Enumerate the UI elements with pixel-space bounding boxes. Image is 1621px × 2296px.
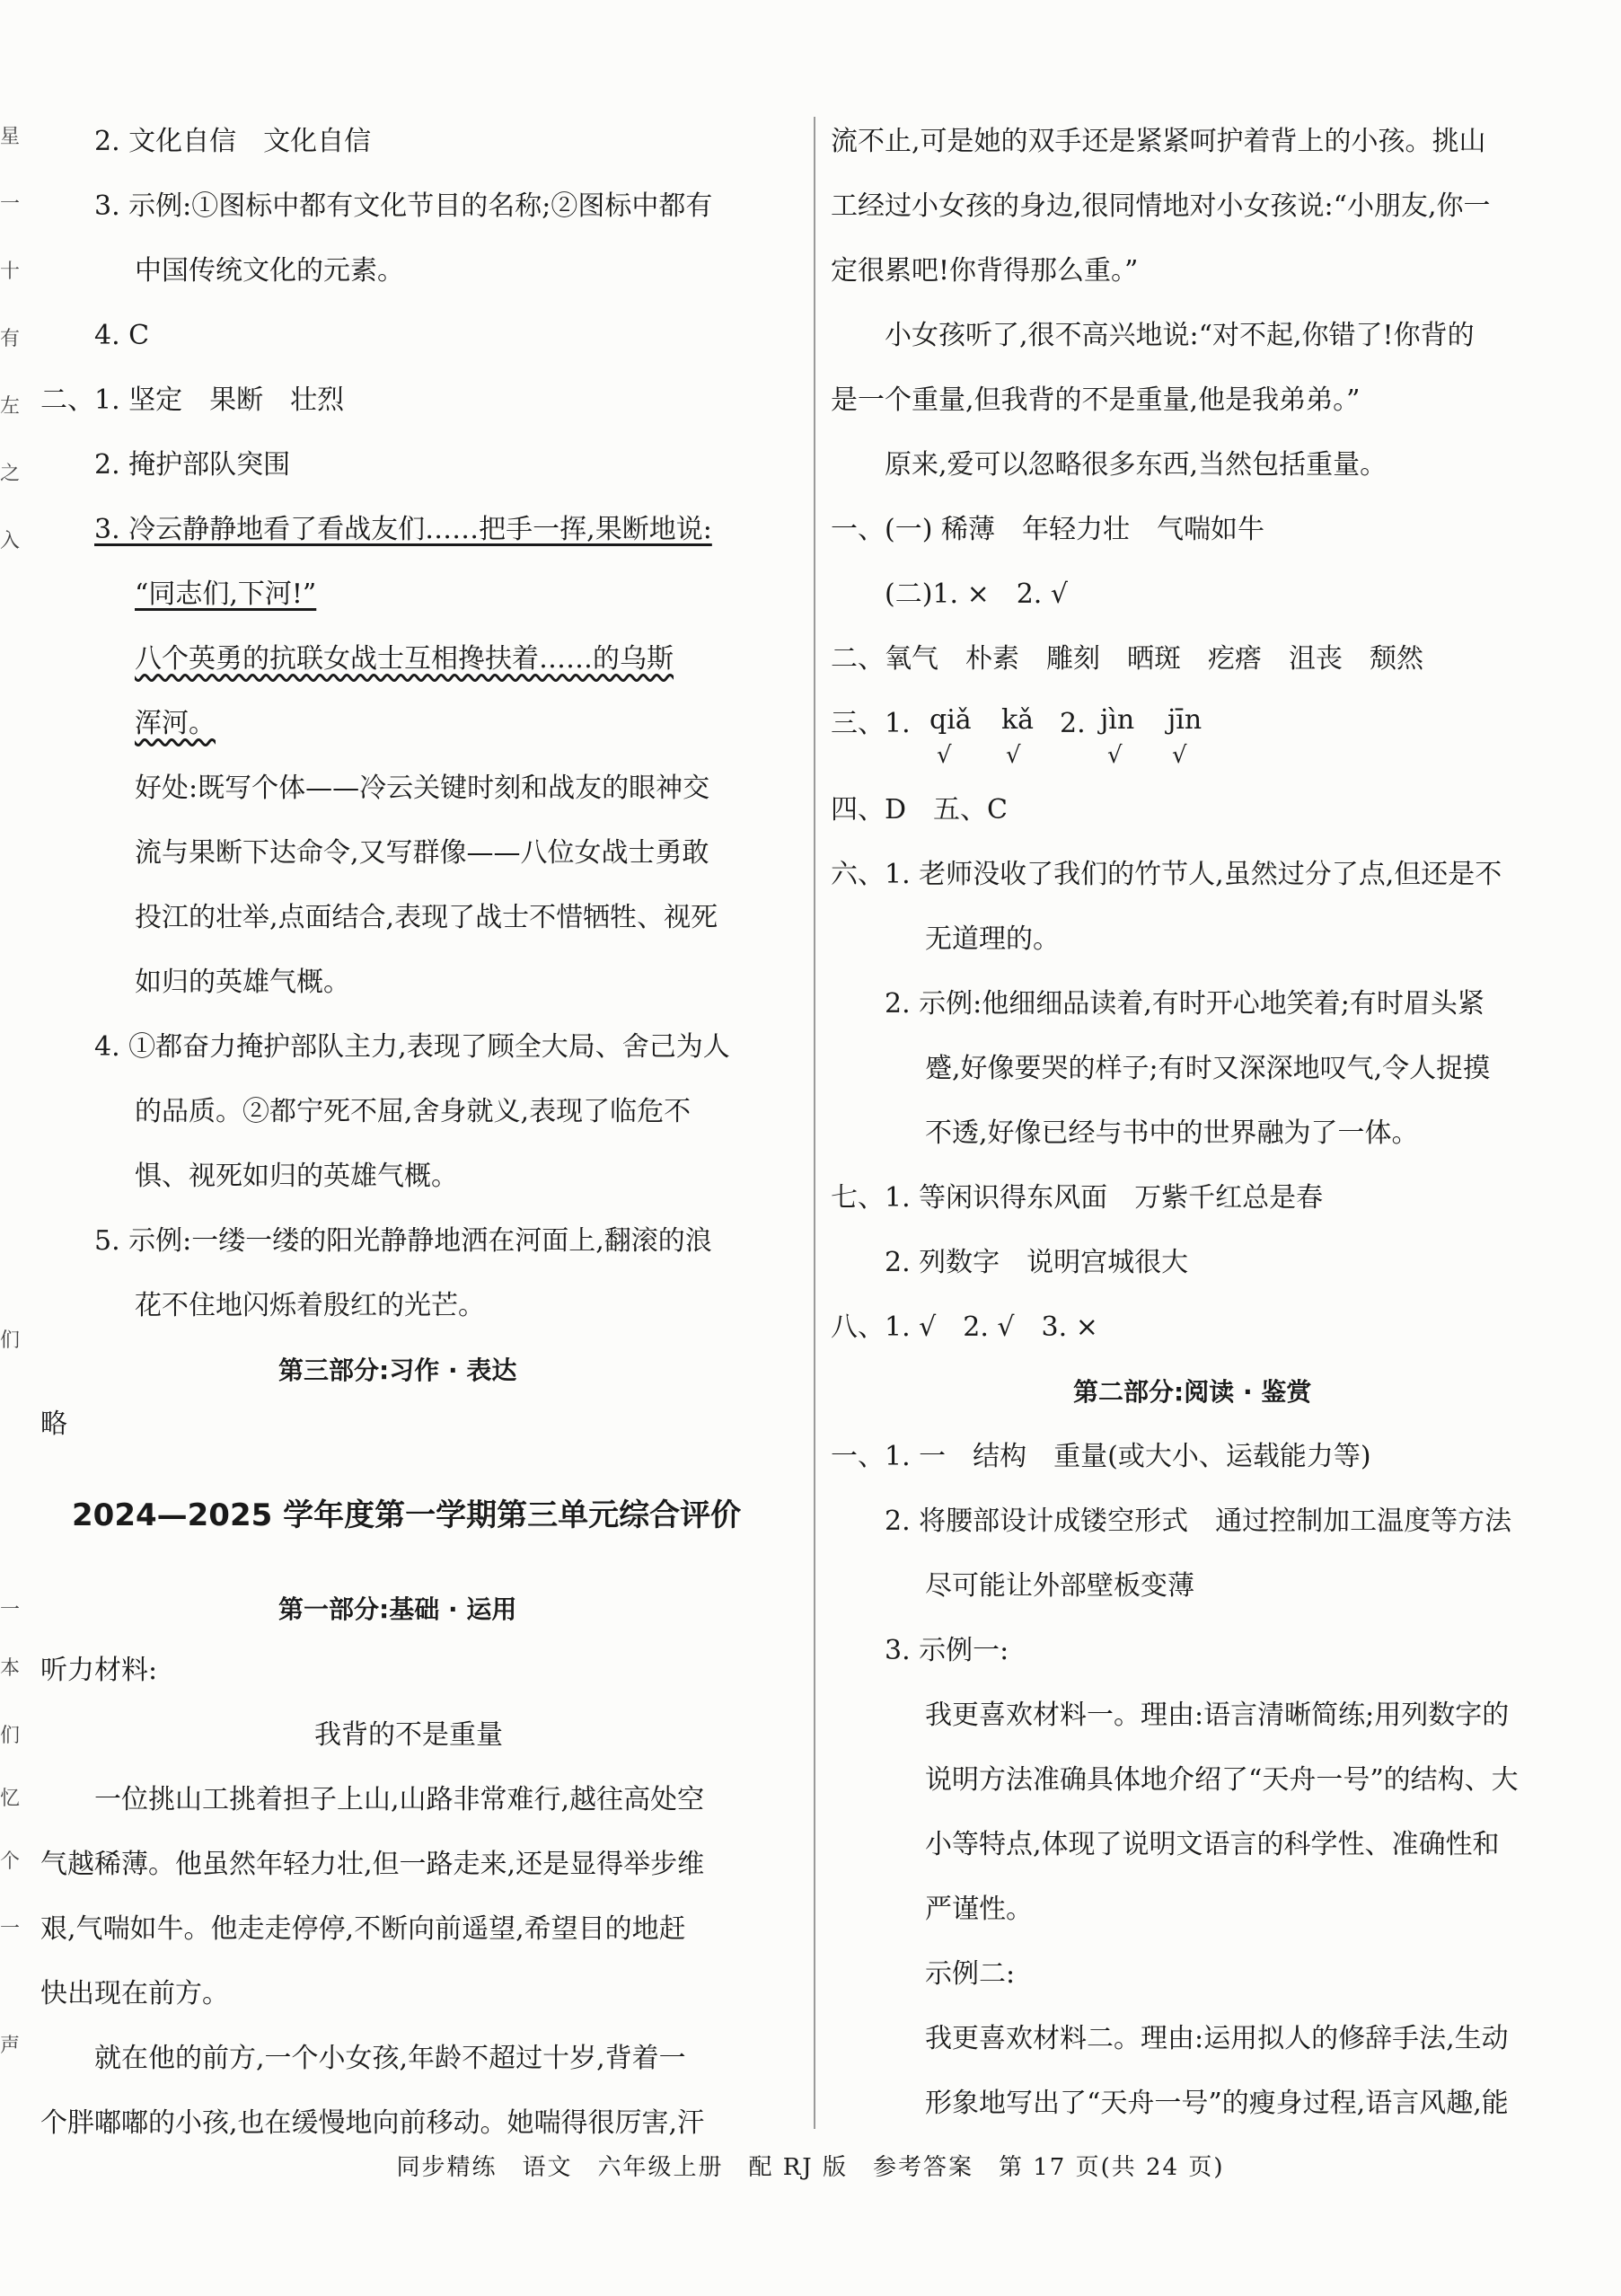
answer-line: 一、1. 一 结构 重量(或大小、运载能力等)	[831, 1441, 1371, 1472]
answer-line: 略	[40, 1409, 67, 1440]
answer-line: 二、1. 坚定 果断 壮烈	[40, 384, 345, 416]
story-title: 我背的不是重量	[314, 1719, 503, 1751]
answer-line: 四、D 五、C	[831, 794, 1009, 826]
check-mark: √	[1172, 742, 1187, 769]
story-line: 小女孩听了,很不高兴地说:“对不起,你错了!你背的	[885, 320, 1475, 351]
story-line: 原来,爱可以忽略很多东西,当然包括重量。	[885, 449, 1388, 481]
section-heading: 第一部分:基础 · 运用	[278, 1594, 517, 1624]
section-heading: 第三部分:习作 · 表达	[278, 1356, 517, 1385]
edge-char: 一	[0, 1918, 21, 1940]
answer-line: 一、(一) 稀薄 年轻力壮 气喘如牛	[831, 514, 1264, 545]
story-line: 就在他的前方,一个小女孩,年龄不超过十岁,背着一	[94, 2043, 686, 2074]
answer-line: 的品质。②都宁死不屈,舍身就义,表现了临危不	[135, 1096, 692, 1127]
answer-line-wavy: 八个英勇的抗联女战士互相搀扶着……的乌斯	[135, 643, 674, 675]
answer-line: 花不住地闪烁着殷红的光芒。	[135, 1290, 485, 1321]
answer-line-underlined: “同志们,下河!”	[135, 578, 317, 610]
edge-char: 们	[0, 1725, 21, 1747]
pinyin: qiǎ	[929, 704, 972, 736]
answer-line: 投江的壮举,点面结合,表现了战士不惜牺牲、视死	[135, 902, 718, 933]
story-line: 一位挑山工挑着担子上山,山路非常难行,越往高处空	[94, 1784, 705, 1815]
answer-line: 小等特点,体现了说明文语言的科学性、准确性和	[925, 1829, 1500, 1860]
answer-line: (二)1. × 2. √	[885, 578, 1068, 610]
check-mark: √	[1006, 742, 1021, 769]
answer-line: 说明方法准确具体地介绍了“天舟一号”的结构、大	[925, 1764, 1519, 1796]
edge-char: 十	[0, 261, 21, 283]
edge-char: 有	[0, 328, 21, 350]
answer-line: 我更喜欢材料二。理由:运用拟人的修辞手法,生动	[925, 2023, 1509, 2054]
pinyin: kǎ	[1001, 704, 1035, 736]
edge-char: 忆	[0, 1788, 21, 1810]
answer-line: 2.	[1060, 708, 1086, 739]
edge-char: 一	[0, 1599, 21, 1621]
answer-line: 六、1. 老师没收了我们的竹节人,虽然过分了点,但还是不	[831, 859, 1502, 890]
answer-line: 2. 文化自信 文化自信	[94, 126, 372, 157]
answer-line: 无道理的。	[925, 923, 1060, 955]
answer-line: 流与果断下达命令,又写群像——八位女战士勇敢	[135, 837, 709, 869]
edge-char: 个	[0, 1850, 21, 1873]
page-footer: 同步精练 语文 六年级上册 配 RJ 版 参考答案 第 17 页(共 24 页)	[396, 2154, 1225, 2181]
answer-line: 好处:既写个体——冷云关键时刻和战友的眼神交	[135, 773, 710, 804]
answer-line: 3. 示例一:	[885, 1635, 1009, 1666]
answer-line-wavy: 浑河。	[135, 708, 216, 739]
pinyin: jìn	[1100, 704, 1135, 736]
pinyin: jīn	[1167, 704, 1203, 736]
story-line: 定很累吧!你背得那么重。”	[831, 255, 1139, 287]
column-divider	[814, 117, 815, 2129]
story-line: 是一个重量,但我背的不是重量,他是我弟弟。”	[831, 384, 1361, 416]
story-line: 流不止,可是她的双手还是紧紧呵护着背上的小孩。挑山	[831, 126, 1486, 157]
answer-line: 4. ①都奋力掩护部队主力,表现了顾全大局、舍己为人	[94, 1031, 730, 1063]
edge-char: 一	[0, 193, 21, 216]
edge-char: 们	[0, 1329, 21, 1352]
answer-line-underlined: 3. 冷云静静地看了看战友们……把手一挥,果断地说:	[94, 514, 712, 545]
answer-line: 5. 示例:一缕一缕的阳光静静地洒在河面上,翻滚的浪	[94, 1225, 712, 1257]
story-line: 艰,气喘如牛。他走走停停,不断向前遥望,希望目的地赶	[40, 1913, 686, 1945]
answer-line: 我更喜欢材料一。理由:语言清晰简练;用列数字的	[925, 1700, 1510, 1731]
answer-line: 尽可能让外部壁板变薄	[925, 1570, 1194, 1602]
check-mark: √	[937, 742, 952, 769]
story-line: 气越稀薄。他虽然年轻力壮,但一路走来,还是显得举步维	[40, 1849, 705, 1880]
answer-line: 惧、视死如归的英雄气概。	[135, 1161, 458, 1192]
answer-line: 2. 示例:他细细品读着,有时开心地笑着;有时眉头紧	[885, 988, 1484, 1020]
story-line: 工经过小女孩的身边,很同情地对小女孩说:“小朋友,你一	[831, 190, 1491, 222]
answer-line: 二、氧气 朴素 雕刻 晒斑 疙瘩 沮丧 颓然	[831, 643, 1423, 675]
edge-char: 本	[0, 1657, 21, 1680]
answer-line: 2. 将腰部设计成镂空形式 通过控制加工温度等方法	[885, 1506, 1512, 1537]
story-line: 快出现在前方。	[40, 1978, 229, 2009]
answer-line: 严谨性。	[925, 1894, 1033, 1925]
answer-line: 蹙,好像要哭的样子;有时又深深地叹气,令人捉摸	[925, 1053, 1491, 1084]
answer-line: 八、1. √ 2. √ 3. ×	[831, 1311, 1098, 1343]
answer-line: 七、1. 等闲识得东风面 万紫千红总是春	[831, 1182, 1324, 1214]
answer-line: 示例二:	[925, 1958, 1016, 1990]
edge-char: 入	[0, 530, 21, 552]
answer-line: 3. 示例:①图标中都有文化节目的名称;②图标中都有	[94, 190, 713, 222]
check-mark: √	[1107, 742, 1123, 769]
answer-line: 不透,好像已经与书中的世界融为了一体。	[925, 1117, 1419, 1149]
page-title: 2024—2025 学年度第一学期第三单元综合评价	[72, 1497, 742, 1533]
answer-line: 如归的英雄气概。	[135, 967, 350, 998]
edge-char: 星	[0, 126, 21, 148]
answer-line: 2. 列数字 说明宫城很大	[885, 1247, 1189, 1278]
answer-line: 中国传统文化的元素。	[135, 255, 404, 287]
edge-char: 声	[0, 2035, 21, 2057]
answer-line: 4. C	[94, 320, 150, 351]
edge-char: 左	[0, 395, 21, 418]
section-heading: 第二部分:阅读 · 鉴赏	[1073, 1377, 1312, 1407]
answer-line: 听力材料:	[40, 1655, 158, 1686]
story-line: 个胖嘟嘟的小孩,也在缓慢地向前移动。她喘得很厉害,汗	[40, 2107, 705, 2139]
answer-line: 2. 掩护部队突围	[94, 449, 291, 481]
edge-char: 之	[0, 463, 21, 485]
answer-line: 形象地写出了“天舟一号”的瘦身过程,语言风趣,能	[925, 2088, 1509, 2119]
answer-line: 三、1.	[831, 708, 911, 739]
